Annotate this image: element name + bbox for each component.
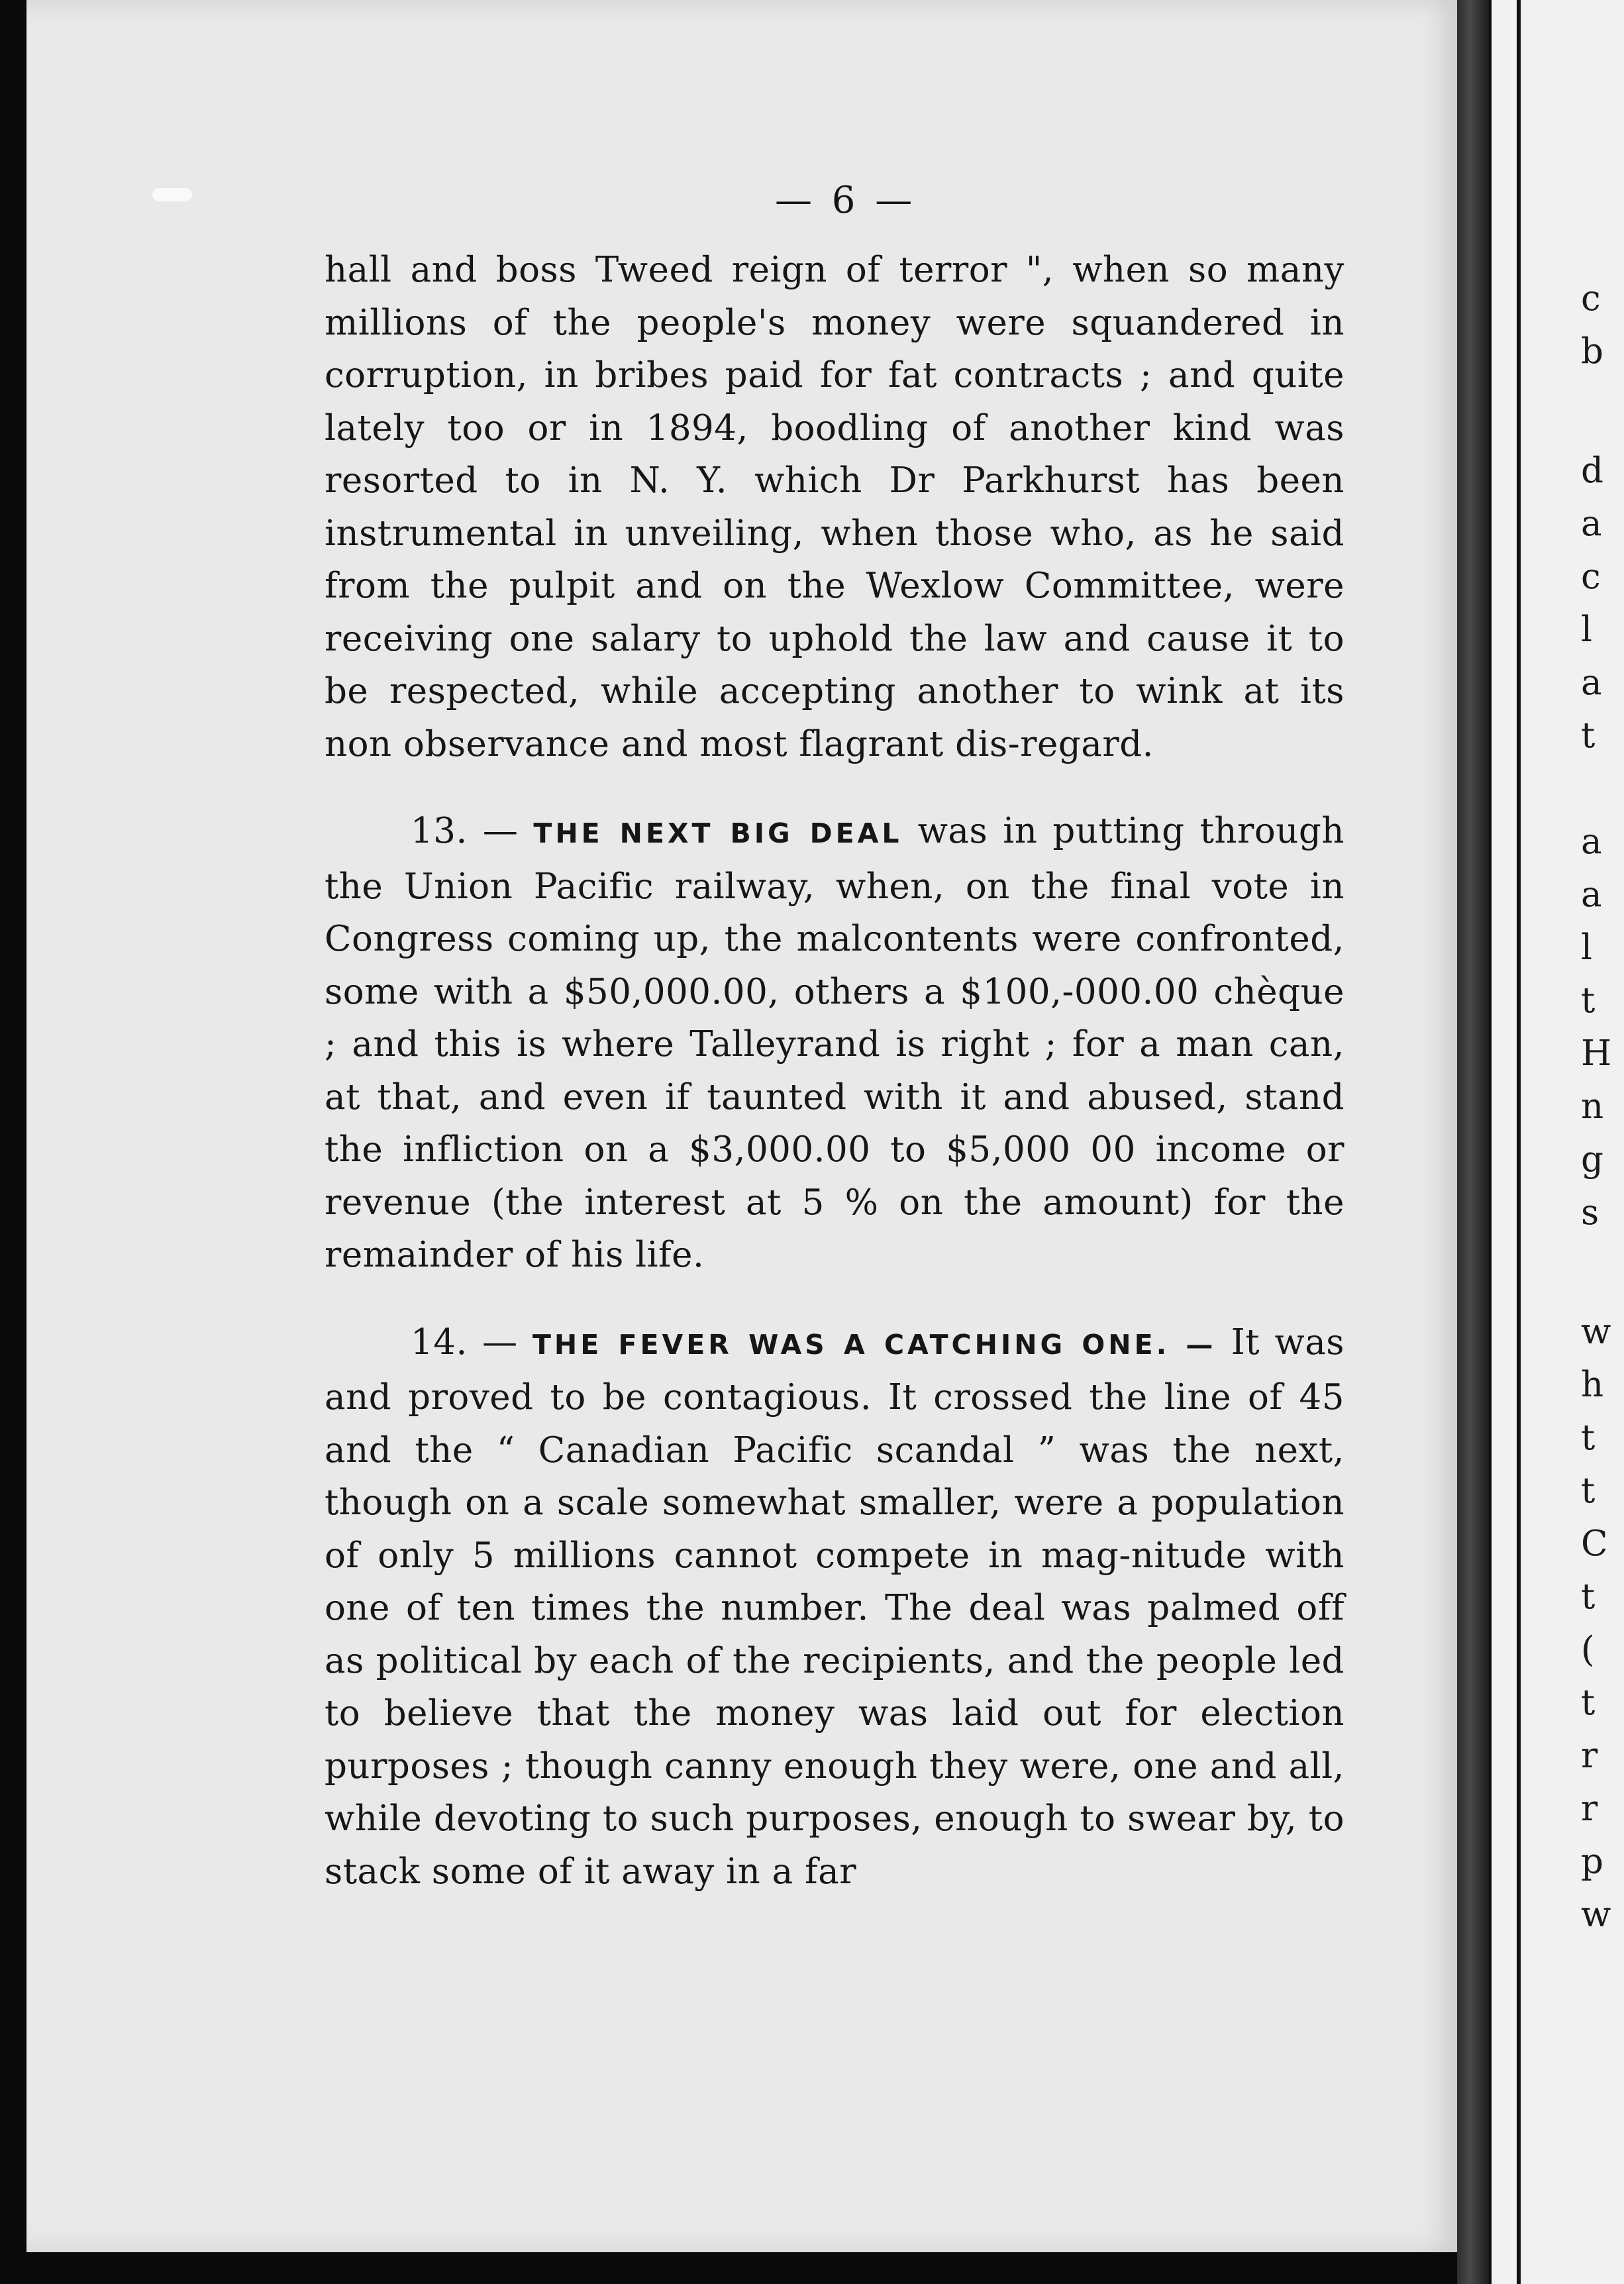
facing-page-letter: C bbox=[1581, 1524, 1608, 1564]
facing-page-letter: a bbox=[1581, 503, 1602, 544]
paragraph-number: 13. — bbox=[411, 811, 519, 851]
paragraph-text: was in putting through the Union Pacific railway, when, on the final vote in Congress coming up, the malcontents were confronted, some with a $50,000.00, others a $100,-000.00 chèque ; and this is where Talleyrand is right ; for a man can, at that, and even if taunted with it and abused, stand the infliction on a $3,000.00 to $5,000 00 income or revenue (the interest at 5 % on the amount) for the remainder of his life. bbox=[325, 811, 1345, 1275]
paragraph-text: It was and proved to be contagious. It crossed the line of 45 and the “ Canadian Pacific scandal ” was the next, though on a scale somewhat smaller, were a population of only 5 millions cannot compete in mag-nitude with one of ten times the number. The deal was palmed off as political by each of the recipients, and the people led to believe that the money was laid out for election purposes ; though canny enough they were, one and all, while devoting to such purposes, enough to swear by, to stack some of it away in a far bbox=[325, 1322, 1345, 1892]
facing-page-letter: h bbox=[1581, 1365, 1604, 1405]
facing-page-letter: a bbox=[1581, 874, 1602, 915]
book-gutter bbox=[1457, 0, 1489, 2284]
facing-page-letter: l bbox=[1581, 927, 1592, 968]
facing-page-letter: s bbox=[1581, 1192, 1599, 1233]
paragraph-14 bbox=[325, 1316, 1345, 1898]
paper-smudge bbox=[152, 188, 192, 201]
page-edge-strip bbox=[1517, 0, 1521, 2284]
body-text bbox=[325, 244, 1345, 1898]
facing-page-letter: t bbox=[1581, 715, 1596, 756]
paragraph-13 bbox=[325, 805, 1345, 1282]
paragraph-continuation bbox=[325, 244, 1345, 770]
facing-page-letter: w bbox=[1581, 1895, 1611, 1935]
facing-page-letter: d bbox=[1581, 450, 1603, 491]
facing-page-letters bbox=[1580, 0, 1612, 2284]
facing-page-letter: c bbox=[1581, 278, 1601, 319]
facing-page-letter: p bbox=[1581, 1842, 1603, 1882]
facing-page-letter: ( bbox=[1581, 1630, 1595, 1670]
facing-page-letter: H bbox=[1581, 1033, 1612, 1074]
facing-page-letter: t bbox=[1581, 1683, 1596, 1723]
facing-page-letter: w bbox=[1581, 1312, 1611, 1352]
facing-page-letter: t bbox=[1581, 1471, 1596, 1511]
facing-page-letter: n bbox=[1581, 1086, 1604, 1127]
paragraph-heading: THE FEVER WAS A CATCHING ONE. — bbox=[532, 1328, 1217, 1361]
paragraph-heading: THE NEXT BIG DEAL bbox=[533, 817, 903, 849]
facing-page-letter: t bbox=[1581, 980, 1596, 1021]
facing-page-letter: a bbox=[1581, 662, 1602, 703]
paragraph-number: 14. — bbox=[411, 1322, 518, 1363]
facing-page-letter: l bbox=[1581, 609, 1592, 650]
facing-page-letter: r bbox=[1581, 1789, 1598, 1829]
page-number: — 6 — bbox=[775, 179, 917, 222]
facing-page-letter: t bbox=[1581, 1577, 1596, 1617]
paragraph-text: hall and boss Tweed reign of terror ", when so many millions of the people's money were squandered in corruption, in bribes paid for fat contracts ; and quite lately too or in 1894, boodling of another kind was resorted to in N. Y. which Dr Parkhurst has been instrumental in unveiling, when those who, as he said from the pulpit and on the Wexlow Committee, were receiving one salary to uphold the law and cause it to be respected, while accepting another to wink at its non observance and most flagrant dis-regard. bbox=[325, 250, 1345, 764]
facing-page-letter: g bbox=[1581, 1139, 1603, 1180]
facing-page-letter: r bbox=[1581, 1736, 1598, 1776]
facing-page-letter: c bbox=[1581, 556, 1601, 597]
facing-page-letter: a bbox=[1581, 821, 1602, 862]
facing-page-letter: t bbox=[1581, 1418, 1596, 1458]
facing-page-letter: b bbox=[1581, 331, 1603, 372]
